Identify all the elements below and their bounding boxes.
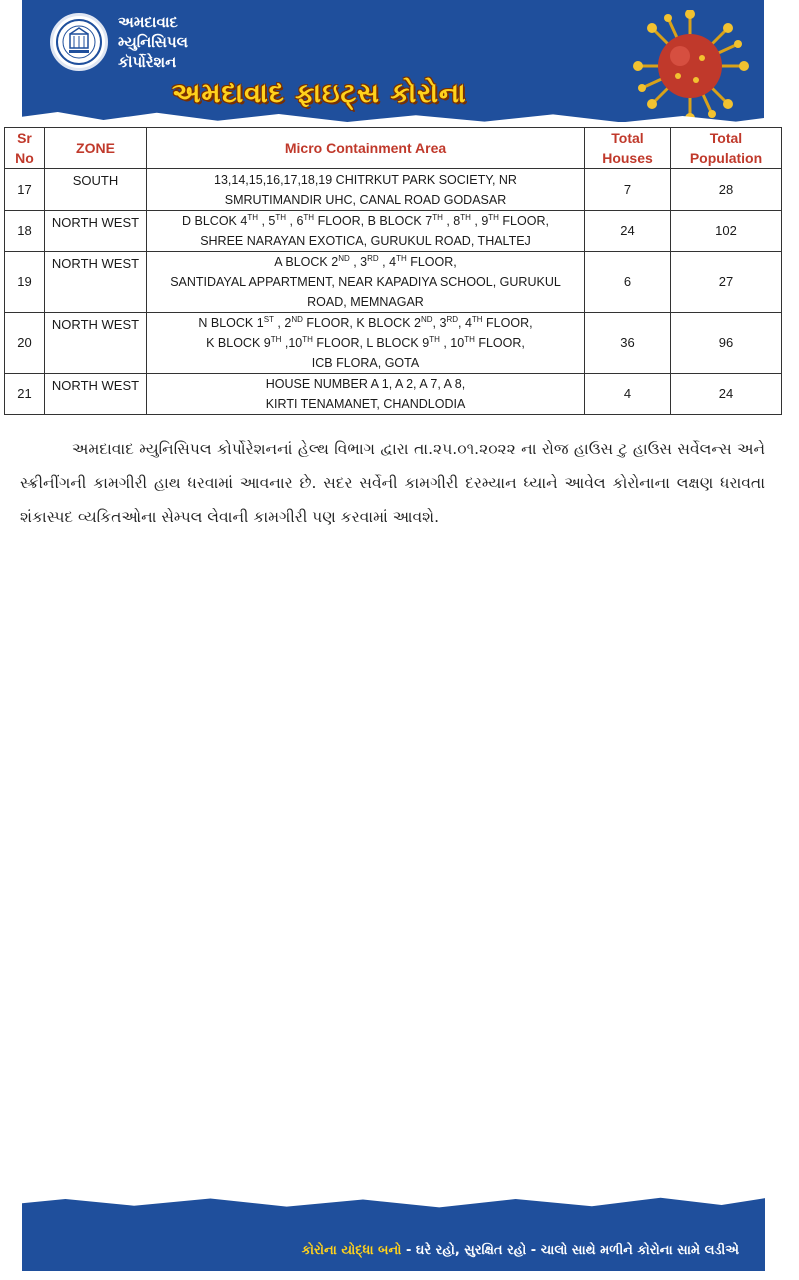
cell-zone: NORTH WEST — [45, 252, 147, 313]
cell-area: A BLOCK 2ND , 3RD , 4TH FLOOR, SANTIDAYAL APPARTMENT, NEAR KAPADIYA SCHOOL, GURUKUL ROAD, MEMNAGAR — [147, 252, 585, 313]
coronavirus-icon — [620, 10, 760, 122]
cell-area: N BLOCK 1ST , 2ND FLOOR, K BLOCK 2ND, 3RD, 4TH FLOOR, K BLOCK 9TH ,10TH FLOOR, L BLOCK 9TH , 10TH FLOOR, ICB FLORA, GOTA — [147, 313, 585, 374]
seal-emblem-icon — [53, 16, 105, 68]
header-houses: Total Houses — [585, 128, 671, 169]
cell-houses: 6 — [585, 252, 671, 313]
footer-slogan — [302, 1243, 739, 1258]
table-row — [5, 252, 782, 313]
org-name-line-2: મ્યુનિસિપલ — [118, 33, 188, 51]
containment-table — [4, 127, 782, 415]
cell-sr: 18 — [5, 211, 45, 252]
table-header-row — [5, 128, 782, 169]
table-row — [5, 211, 782, 252]
cell-zone: NORTH WEST — [45, 374, 147, 415]
cell-zone: NORTH WEST — [45, 211, 147, 252]
cell-population: 28 — [671, 169, 782, 211]
cell-sr: 21 — [5, 374, 45, 415]
header-zone: ZONE — [45, 128, 147, 169]
footer-slogan-rest: - ઘરે રહો, સુરક્ષિત રહો - ચાલો સાથે મળીને કોરોના સામે લડીએ — [401, 1243, 739, 1258]
table-row — [5, 313, 782, 374]
area-line: HOUSE NUMBER A 1, A 2, A 7, A 8, — [265, 377, 466, 391]
header-area: Micro Containment Area — [147, 128, 585, 169]
header-population: Total Population — [671, 128, 782, 169]
cell-zone: SOUTH — [45, 169, 147, 211]
header-sr-no: Sr No — [5, 128, 45, 169]
survey-note: અમદાવાદ મ્યુનિસિપલ કોર્પોરેશનનાં હેલ્થ વિભાગ દ્વારા તા.૨૫.૦૧.૨૦૨૨ ના રોજ હાઉસ ટુ હાઉસ સર્વેલન્સ અને સ્ક્રીનીંગની કામગીરી હાથ ધરવામાં આવનાર છે. સદર સર્વેની કામગીરી દરમ્યાન ધ્યાને આવેલ કોરોનાના લક્ષણ ધરાવતા શંકાસ્પદ વ્યકિતઓના સેમ્પલ લેવાની કામગીરી પણ કરવામાં આવશે. — [20, 440, 765, 526]
cell-area: D BLCOK 4TH , 5TH , 6TH FLOOR, B BLOCK 7TH , 8TH , 9TH FLOOR, SHREE NARAYAN EXOTICA, GURUKUL ROAD, THALTEJ — [147, 211, 585, 252]
org-name — [118, 12, 188, 72]
area-line: 13,14,15,16,17,18,19 CHITRKUT PARK SOCIETY, NR — [214, 172, 517, 187]
org-name-line-1: અમદાવાદ — [118, 13, 178, 31]
cell-area — [147, 374, 585, 415]
cell-population: 24 — [671, 374, 782, 415]
cell-population: 102 — [671, 211, 782, 252]
org-name-line-3: કૉર્પોરેશન — [118, 53, 177, 71]
header-banner — [22, 0, 764, 122]
cell-sr: 17 — [5, 169, 45, 211]
cell-houses: 7 — [585, 169, 671, 211]
banner-title: અમદાવાદ ફાઇટ્સ કોરોના — [172, 78, 467, 109]
cell-sr: 19 — [5, 252, 45, 313]
table-row — [5, 169, 782, 211]
cell-area — [147, 169, 585, 211]
cell-sr: 20 — [5, 313, 45, 374]
table-row — [5, 374, 782, 415]
amc-logo — [50, 13, 108, 71]
area-line: SMRUTIMANDIR UHC, CANAL ROAD GODASAR — [224, 192, 507, 207]
cell-population: 96 — [671, 313, 782, 374]
footer-banner — [22, 1195, 765, 1271]
cell-houses: 36 — [585, 313, 671, 374]
cell-houses: 24 — [585, 211, 671, 252]
area-line: KIRTI TENAMANET, CHANDLODIA — [265, 397, 466, 411]
cell-houses: 4 — [585, 374, 671, 415]
cell-population: 27 — [671, 252, 782, 313]
cell-zone: NORTH WEST — [45, 313, 147, 374]
torn-edge — [22, 1195, 765, 1211]
footer-slogan-highlight: કોરોના યોદ્ધા બનો — [301, 1243, 402, 1258]
